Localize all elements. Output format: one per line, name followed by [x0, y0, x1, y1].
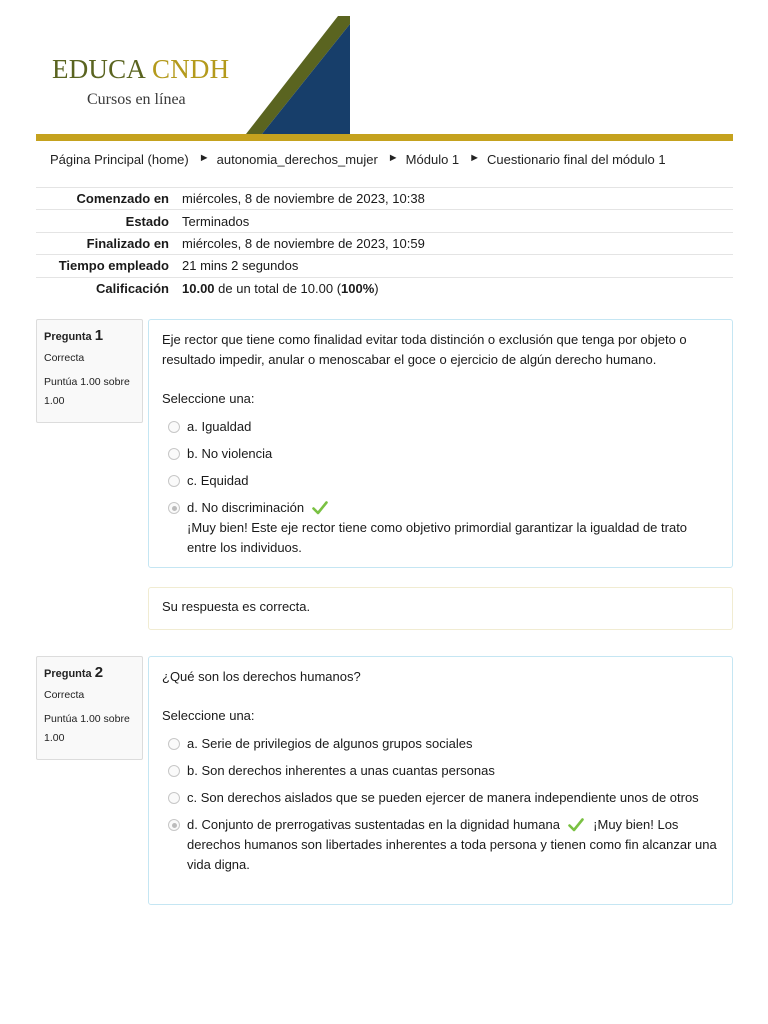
logo-word-educa: EDUCA — [52, 54, 146, 84]
question-number: 2 — [94, 664, 104, 681]
question-info — [36, 656, 143, 760]
radio-button[interactable] — [168, 475, 180, 487]
summary-row-time — [36, 255, 733, 277]
summary-value: miércoles, 8 de noviembre de 2023, 10:59 — [182, 235, 425, 251]
option-label: c. Son derechos aislados que se pueden ejercer de manera independiente unos de otros — [187, 790, 699, 805]
check-icon — [312, 501, 328, 515]
summary-row-finished — [36, 232, 733, 254]
question-title — [44, 664, 135, 681]
option-label: b. Son derechos inherentes a unas cuantas personas — [187, 763, 495, 778]
question-content — [148, 656, 733, 905]
grade-end: ) — [374, 281, 379, 296]
radio-button[interactable] — [168, 765, 180, 777]
option-label: a. Serie de privilegios de algunos grupos sociales — [187, 736, 473, 751]
question-text: ¿Qué son los derechos humanos? — [162, 669, 361, 684]
question-title-prefix: Pregunta — [44, 668, 95, 680]
breadcrumb-separator: ► — [469, 152, 481, 164]
grade-score: 10.00 — [182, 281, 215, 296]
summary-value: miércoles, 8 de noviembre de 2023, 10:38 — [182, 191, 425, 207]
breadcrumb-separator: ► — [198, 152, 210, 164]
radio-button-checked[interactable] — [168, 819, 180, 831]
question-outcome: Su respuesta es correcta. — [148, 587, 733, 630]
logo-subtitle: Cursos en línea — [87, 91, 186, 108]
summary-label: Estado — [125, 213, 169, 229]
summary-value: Terminados — [182, 213, 250, 229]
option-label: d. No discriminación — [187, 500, 305, 515]
answer-option[interactable] — [162, 731, 719, 758]
radio-button[interactable] — [168, 738, 180, 750]
option-feedback — [187, 518, 719, 558]
summary-value: 21 mins 2 segundos — [182, 258, 299, 274]
summary-label: Comenzado en — [76, 191, 169, 207]
check-icon — [568, 818, 584, 832]
answer-option[interactable] — [162, 441, 719, 468]
breadcrumb-module[interactable]: Módulo 1 — [405, 152, 460, 167]
breadcrumb-home[interactable]: Página Principal (home) — [50, 152, 189, 167]
breadcrumb-separator: ► — [387, 152, 399, 164]
answer-option-selected[interactable] — [162, 495, 719, 562]
answer-option[interactable] — [162, 414, 719, 441]
attempt-summary-table — [36, 187, 733, 299]
question-content — [148, 319, 733, 568]
radio-button[interactable] — [168, 421, 180, 433]
site-header — [0, 0, 768, 142]
option-label: a. Igualdad — [187, 419, 252, 434]
question-state: Correcta — [44, 689, 85, 701]
radio-button[interactable] — [168, 792, 180, 804]
summary-row-grade — [36, 277, 733, 299]
answer-option[interactable] — [162, 758, 719, 785]
question-grade: Puntúa 1.00 sobre 1.00 — [44, 713, 130, 744]
header-divider — [36, 134, 733, 141]
logo-graphic — [246, 16, 350, 134]
option-label: d. Conjunto de prerrogativas sustentadas en la dignidad humana — [187, 817, 560, 832]
breadcrumb — [50, 152, 666, 167]
summary-row-state — [36, 210, 733, 232]
summary-row-started — [36, 188, 733, 210]
summary-value — [182, 277, 733, 299]
answer-prompt: Seleccione una: — [162, 391, 255, 406]
feedback-text: ¡Muy bien! Este eje rector tiene como objetivo primordial garantizar la igualdad de trato entre los individuos. — [187, 520, 688, 555]
breadcrumb-course[interactable]: autonomia_derechos_mujer — [216, 152, 378, 167]
summary-label: Tiempo empleado — [58, 258, 169, 274]
radio-button[interactable] — [168, 448, 180, 460]
question-number: 1 — [94, 327, 104, 344]
question-title — [44, 327, 135, 344]
option-label: c. Equidad — [187, 473, 249, 488]
logo-word-cndh: CNDH — [152, 54, 230, 84]
answer-option[interactable] — [162, 468, 719, 495]
answer-option-selected[interactable] — [162, 812, 719, 879]
question-text: Eje rector que tiene como finalidad evitar toda distinción o exclusión que tenga por objeto o resultado impedir, anular o menoscabar el goce o ejercicio de algún derecho humano. — [162, 332, 687, 367]
summary-label: Calificación — [96, 281, 169, 296]
question-title-prefix: Pregunta — [44, 331, 95, 343]
grade-percent: 100% — [341, 281, 375, 296]
question-state: Correcta — [44, 352, 85, 364]
answer-option[interactable] — [162, 785, 719, 812]
grade-middle: de un total de 10.00 ( — [214, 281, 342, 296]
radio-button-checked[interactable] — [168, 502, 180, 514]
question-info — [36, 319, 143, 423]
summary-label: Finalizado en — [86, 235, 169, 251]
feedback-text: ¡Muy bien! Los derechos humanos son libertades inherentes a toda persona y tienen como fin alcanzar una vida digna. — [187, 817, 717, 872]
answer-prompt: Seleccione una: — [162, 708, 255, 723]
breadcrumb-quiz[interactable]: Cuestionario final del módulo 1 — [487, 152, 666, 167]
logo-title[interactable] — [52, 54, 229, 85]
option-label: b. No violencia — [187, 446, 273, 461]
question-grade: Puntúa 1.00 sobre 1.00 — [44, 376, 130, 407]
